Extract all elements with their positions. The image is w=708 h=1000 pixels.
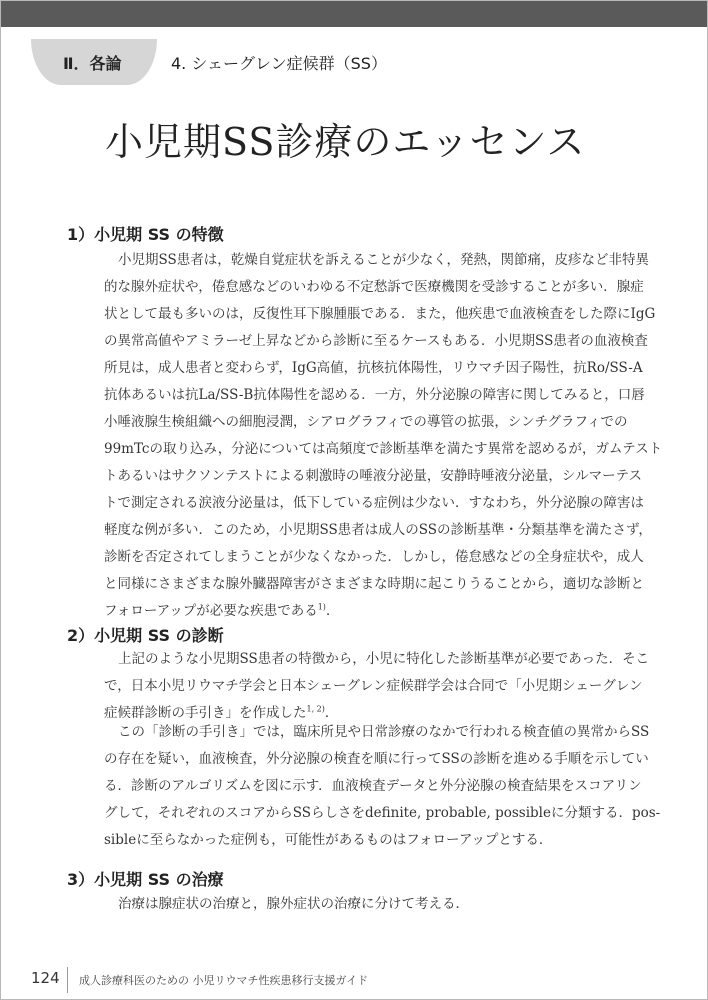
text-line-content: フォローアップが必要な疾患である [104, 603, 318, 619]
page-number: 124 [31, 969, 60, 987]
section-1-paragraph [104, 247, 663, 625]
page-title: 小児期SS診療のエッセンス [105, 120, 586, 164]
text-line-content: 症候群診断の手引き」を作成した [104, 705, 307, 721]
text-line: と同様にさまざまな腺外臓器障害がさまざまな時期に起こりうることから，適切な診断と [104, 576, 644, 592]
chapter-title: 4. シェーグレン症候群（SS） [171, 54, 387, 73]
text-line: 治療は腺症状の治療と，腺外症状の治療に分けて考える． [118, 896, 469, 912]
footer-divider [67, 967, 68, 993]
text-line-last: 症候群診断の手引き」を作成した$^{1, 2)}$． [104, 704, 339, 721]
reference-marker: 1, 2) [306, 704, 325, 714]
text-line: 99mTcの取り込み，分泌については高頻度で診断基準を満たす異常を認めるが，ガムテスト [104, 441, 663, 457]
text-line: トあるいはサクソンテストによる刺激時の唾液分泌量，安静時唾液分泌量，シルマーテス [104, 468, 643, 484]
section-2-paragraph-1 [104, 646, 652, 727]
text-line: sibleに至らなかった症例も，可能性があるものはフォローアップとする． [104, 832, 553, 848]
text-line: の異常高値やアミラーゼ上昇などから診断に至るケースもある．小児期SS患者の血液検査 [104, 333, 648, 349]
text-line: 軽度な例が多い．このため，小児期SS患者は成人のSSの診断基準・分類基準を満たさず， [104, 522, 652, 538]
section-heading-3: 3）小児期 SS の治療 [67, 870, 224, 889]
section-tab-label: Ⅱ．各論 [63, 54, 122, 73]
text-line: この「診断の手引き」では，臨床所見や日常診療のなかで行われる検査値の異常からSS [118, 724, 650, 740]
text-line: 上記のような小児期SS患者の特徴から，小児に特化した診断基準が必要であった．そこ [118, 651, 650, 667]
text-line: 小児期SS患者は，乾燥自覚症状を訴えることが少なく，発熱，関節痛，皮疹など非特異 [118, 252, 649, 268]
text-line-last: フォローアップが必要な疾患である$^{1)}$． [104, 602, 340, 619]
text-line: 状として最も多いのは，反復性耳下腺腫脹である．また，他疾患で血液検査をした際にIgG [104, 306, 656, 322]
text-line: 的な腺外症状や，倦怠感などのいわゆる不定愁訴で医療機関を受診することが多い．腺症 [104, 279, 644, 295]
text-line: 診断を否定されてしまうことが少なくなかった．しかし，倦怠感などの全身症状や，成人 [104, 549, 644, 565]
section-2-paragraph-2 [104, 719, 661, 854]
text-line: 所見は，成人患者と変わらず，IgG高値，抗核抗体陽性，リウマチ因子陽性，抗Ro/SS-A [104, 360, 643, 376]
book-title: 成人診療科医のための 小児リウマチ性疾患移行支援ガイド [79, 974, 369, 987]
text-line: で，日本小児リウマチ学会と日本シェーグレン症候群学会は合同で「小児期シェーグレン [104, 678, 643, 694]
section-heading-1: 1）小児期 SS の特徴 [67, 225, 224, 244]
text-line: 抗体あるいは抗La/SS-B抗体陽性を認める．一方，外分泌腺の障害に関してみると，口唇 [104, 387, 645, 403]
section-heading-2: 2）小児期 SS の診断 [67, 626, 224, 645]
text-line: 小唾液腺生検組織への細胞浸潤，シアログラフィでの導管の拡張，シンチグラフィでの [104, 414, 628, 430]
text-line: る．診断のアルゴリズムを図に示す．血液検査データと外分泌腺の検査結果をスコアリン [104, 778, 642, 794]
text-line: トで測定される涙液分泌量は，低下している症例は少ない．すなわち，外分泌腺の障害は [104, 495, 644, 511]
reference-marker: 1) [317, 602, 326, 612]
section-3-paragraph [104, 891, 652, 918]
top-bar [1, 1, 707, 27]
text-line: の存在を疑い，血液検査，外分泌腺の検査を順に行ってSSの診断を進める手順を示してい [104, 751, 649, 767]
text-line: グして，それぞれのスコアからSSらしさをdefinite, probable, possibleに分類する．pos- [104, 805, 661, 821]
